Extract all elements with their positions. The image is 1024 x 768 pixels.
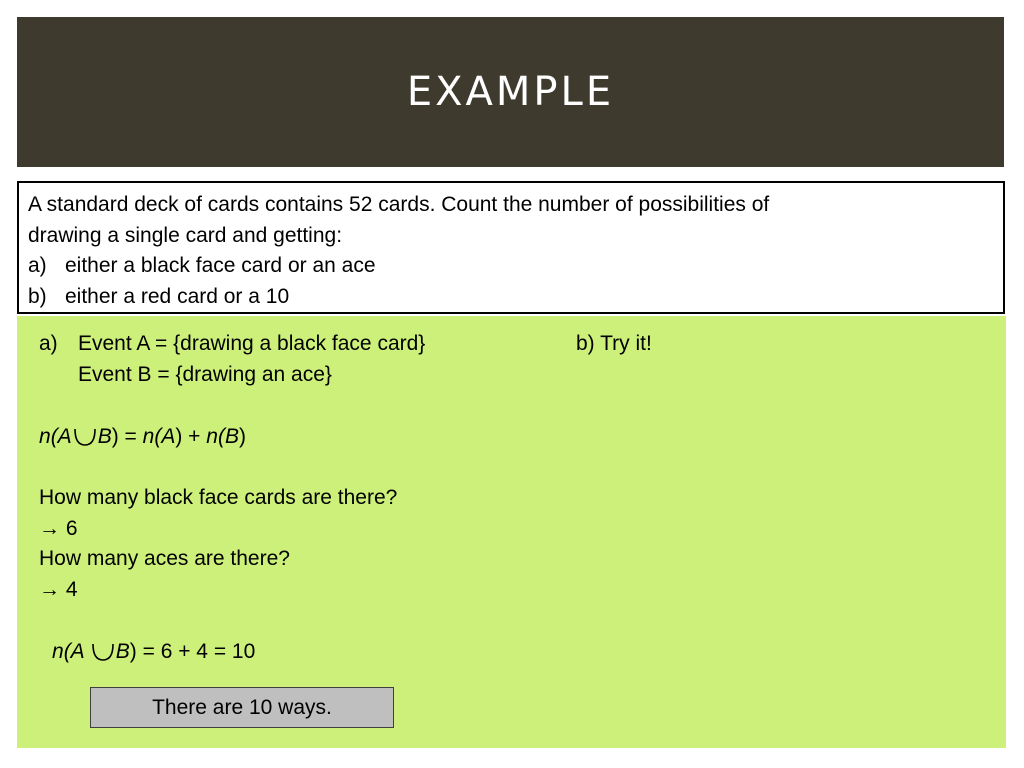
formula-n: n: [206, 425, 218, 448]
event-b-definition: Event B = {drawing an ace}: [78, 363, 332, 386]
question-black-face-cards: How many black face cards are there?: [39, 486, 398, 509]
formula-n: n: [52, 640, 64, 663]
formula-set-b: (B: [217, 425, 239, 448]
problem-item-marker: b): [28, 284, 47, 308]
addition-rule-formula: [39, 422, 246, 453]
formula-set-a: (A: [154, 425, 176, 448]
slide-title: EXAMPLE: [406, 69, 615, 115]
problem-intro-line-1: A standard deck of cards contains 52 cards. Count the number of possibilities of: [28, 193, 770, 216]
problem-item-b: [28, 282, 994, 313]
problem-item-text: either a black face card or an ace: [65, 254, 376, 277]
try-it-label: b) Try it!: [576, 332, 652, 355]
question-aces: How many aces are there?: [39, 547, 290, 570]
title-bar: [17, 17, 1004, 167]
formula-close: ): [238, 425, 246, 448]
formula-equals: ) =: [111, 425, 143, 448]
formula-plus: ) +: [175, 425, 207, 448]
solution-marker: a): [39, 332, 58, 355]
arrow-right-icon: →: [39, 517, 60, 540]
problem-item-text: either a red card or a 10: [65, 284, 290, 308]
problem-box: [17, 181, 1005, 314]
formula-set-b: B: [97, 425, 112, 448]
problem-item-a: [28, 251, 994, 282]
answer-value: 6: [65, 517, 78, 540]
formula-n: n: [39, 425, 51, 448]
formula-set-b: B: [115, 640, 130, 663]
answer-aces: [39, 575, 78, 606]
formula-set-a: (A: [50, 425, 72, 448]
arrow-right-icon: →: [39, 578, 60, 601]
problem-item-marker: a): [28, 254, 47, 277]
union-icon: [72, 427, 98, 447]
result-formula: [52, 637, 255, 668]
answer-value: 4: [65, 578, 78, 601]
union-icon: [90, 642, 116, 662]
answer-box: [90, 687, 394, 728]
formula-n: n: [142, 425, 155, 448]
answer-text: There are 10 ways.: [152, 695, 332, 719]
result-calculation: ) = 6 + 4 = 10: [129, 640, 256, 663]
formula-set-a: (A: [63, 640, 90, 663]
problem-intro-line-2: drawing a single card and getting:: [28, 223, 343, 247]
event-a-definition: Event A = {drawing a black face card}: [78, 332, 426, 355]
answer-black-face-cards: [39, 514, 78, 545]
